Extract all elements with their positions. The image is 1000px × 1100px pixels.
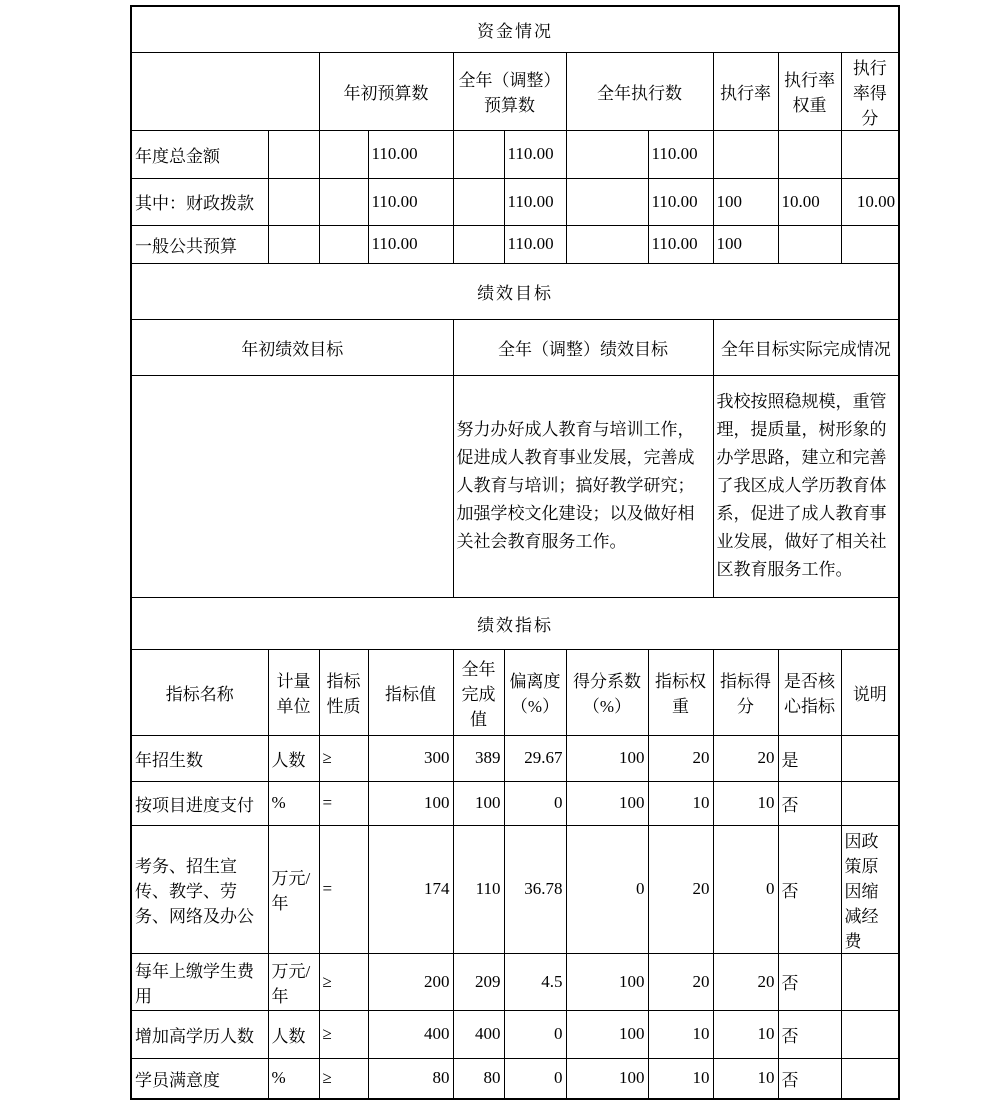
indicator-nature: ≥ xyxy=(319,735,368,781)
fund-rate-score-value xyxy=(841,130,899,178)
empty-cell xyxy=(566,178,648,225)
indicator-weight: 20 xyxy=(648,735,713,781)
fund-rate-value xyxy=(713,130,778,178)
indicator-core: 否 xyxy=(778,1058,841,1099)
indicator-score: 0 xyxy=(713,825,778,953)
indicator-row xyxy=(131,825,899,953)
goals-header-initial: 年初绩效目标 xyxy=(131,319,453,375)
indicator-header-score: 指标得分 xyxy=(713,649,778,735)
indicator-core: 否 xyxy=(778,953,841,1010)
funds-header-begin-budget: 年初预算数 xyxy=(319,52,453,130)
fund-executed-value: 110.00 xyxy=(648,130,713,178)
indicator-deviation: 0 xyxy=(504,1058,566,1099)
funds-section-title: 资金情况 xyxy=(131,6,899,52)
funds-header-executed: 全年执行数 xyxy=(566,52,713,130)
indicator-deviation: 4.5 xyxy=(504,953,566,1010)
indicator-row xyxy=(131,953,899,1010)
indicator-deviation: 0 xyxy=(504,1010,566,1058)
indicator-score: 20 xyxy=(713,735,778,781)
indicator-target: 200 xyxy=(368,953,453,1010)
indicator-actual: 209 xyxy=(453,953,504,1010)
indicator-score: 10 xyxy=(713,781,778,825)
goals-header-adjusted: 全年（调整）绩效目标 xyxy=(453,319,713,375)
fund-begin-value: 110.00 xyxy=(368,130,453,178)
goals-section-title: 绩效目标 xyxy=(131,263,899,319)
goals-header-actual: 全年目标实际完成情况 xyxy=(713,319,899,375)
indicator-coefficient: 100 xyxy=(566,735,648,781)
fund-rate-value: 100 xyxy=(713,225,778,263)
indicator-target: 174 xyxy=(368,825,453,953)
funds-header-rate-score: 执行率得分 xyxy=(841,52,899,130)
indicator-note xyxy=(841,735,899,781)
indicator-actual: 110 xyxy=(453,825,504,953)
indicator-unit: 万元/年 xyxy=(268,953,319,1010)
indicator-note xyxy=(841,1058,899,1099)
indicators-title-row xyxy=(131,597,899,649)
indicator-header-name: 指标名称 xyxy=(131,649,268,735)
indicator-name: 考务、招生宣传、教学、劳务、网络及办公 xyxy=(131,825,268,953)
indicators-section-title: 绩效指标 xyxy=(131,597,899,649)
fund-rate-weight-value xyxy=(778,130,841,178)
indicator-name: 按项目进度支付 xyxy=(131,781,268,825)
fund-adjusted-value: 110.00 xyxy=(504,178,566,225)
indicator-name: 学员满意度 xyxy=(131,1058,268,1099)
indicator-row xyxy=(131,1010,899,1058)
funds-header-row xyxy=(131,52,899,130)
indicator-actual: 80 xyxy=(453,1058,504,1099)
fund-rate-weight-value xyxy=(778,225,841,263)
empty-cell xyxy=(268,130,319,178)
empty-cell xyxy=(453,130,504,178)
indicator-unit: % xyxy=(268,781,319,825)
indicator-header-nature: 指标性质 xyxy=(319,649,368,735)
fund-row-general-public-budget xyxy=(131,225,899,263)
indicator-header-target: 指标值 xyxy=(368,649,453,735)
indicator-score: 10 xyxy=(713,1010,778,1058)
indicator-core: 否 xyxy=(778,825,841,953)
fund-rate-value: 100 xyxy=(713,178,778,225)
empty-cell xyxy=(319,225,368,263)
indicator-header-unit: 计量单位 xyxy=(268,649,319,735)
fund-rate-score-value xyxy=(841,225,899,263)
indicator-nature: = xyxy=(319,825,368,953)
funds-header-rate-weight: 执行率权重 xyxy=(778,52,841,130)
indicator-name: 年招生数 xyxy=(131,735,268,781)
indicator-nature: ≥ xyxy=(319,953,368,1010)
goals-actual-text: 我校按照稳规模，重管理，提质量，树形象的办学思路，建立和完善了我区成人学历教育体系，促进了成人教育事业发展，做好了相关社区教育服务工作。 xyxy=(713,375,899,597)
indicator-weight: 10 xyxy=(648,1010,713,1058)
fund-row-fiscal-appropriation xyxy=(131,178,899,225)
indicator-unit: 人数 xyxy=(268,735,319,781)
goals-header-row xyxy=(131,319,899,375)
indicator-core: 否 xyxy=(778,781,841,825)
goals-adjusted-text: 努力办好成人教育与培训工作，促进成人教育事业发展，完善成人教育与培训；搞好教学研究；加强学校文化建设；以及做好相关社会教育服务工作。 xyxy=(453,375,713,597)
empty-cell xyxy=(319,178,368,225)
indicator-nature: ≥ xyxy=(319,1058,368,1099)
fund-rate-score-value: 10.00 xyxy=(841,178,899,225)
empty-cell xyxy=(566,130,648,178)
indicator-score: 20 xyxy=(713,953,778,1010)
indicator-actual: 400 xyxy=(453,1010,504,1058)
goals-initial-text xyxy=(131,375,453,597)
indicator-weight: 20 xyxy=(648,825,713,953)
goals-content-row xyxy=(131,375,899,597)
empty-cell xyxy=(319,130,368,178)
indicator-coefficient: 100 xyxy=(566,781,648,825)
indicator-unit: % xyxy=(268,1058,319,1099)
indicator-actual: 389 xyxy=(453,735,504,781)
indicator-note xyxy=(841,781,899,825)
indicator-actual: 100 xyxy=(453,781,504,825)
funds-header-blank xyxy=(131,52,319,130)
fund-begin-value: 110.00 xyxy=(368,225,453,263)
indicator-core: 是 xyxy=(778,735,841,781)
indicator-row xyxy=(131,781,899,825)
indicator-header-core: 是否核心指标 xyxy=(778,649,841,735)
fund-rate-weight-value: 10.00 xyxy=(778,178,841,225)
indicator-note: 因政策原因缩减经费 xyxy=(841,825,899,953)
indicator-note xyxy=(841,1010,899,1058)
funds-header-rate: 执行率 xyxy=(713,52,778,130)
indicator-coefficient: 100 xyxy=(566,1058,648,1099)
fund-row-label: 一般公共预算 xyxy=(131,225,268,263)
fund-row-label: 年度总金额 xyxy=(131,130,268,178)
indicator-target: 100 xyxy=(368,781,453,825)
fund-row-label: 其中：财政拨款 xyxy=(131,178,268,225)
indicator-deviation: 36.78 xyxy=(504,825,566,953)
indicator-note xyxy=(841,953,899,1010)
fund-begin-value: 110.00 xyxy=(368,178,453,225)
indicator-row xyxy=(131,735,899,781)
indicator-coefficient: 100 xyxy=(566,953,648,1010)
indicator-weight: 10 xyxy=(648,1058,713,1099)
indicator-header-note: 说明 xyxy=(841,649,899,735)
fund-adjusted-value: 110.00 xyxy=(504,225,566,263)
indicator-row xyxy=(131,1058,899,1099)
goals-title-row xyxy=(131,263,899,319)
empty-cell xyxy=(268,225,319,263)
indicator-coefficient: 100 xyxy=(566,1010,648,1058)
indicator-target: 80 xyxy=(368,1058,453,1099)
indicator-weight: 20 xyxy=(648,953,713,1010)
empty-cell xyxy=(268,178,319,225)
indicator-deviation: 0 xyxy=(504,781,566,825)
fund-adjusted-value: 110.00 xyxy=(504,130,566,178)
indicator-target: 300 xyxy=(368,735,453,781)
indicator-header-deviation: 偏离度（%） xyxy=(504,649,566,735)
empty-cell xyxy=(453,225,504,263)
indicator-unit: 万元/年 xyxy=(268,825,319,953)
indicator-coefficient: 0 xyxy=(566,825,648,953)
indicator-target: 400 xyxy=(368,1010,453,1058)
indicator-header-coefficient: 得分系数（%） xyxy=(566,649,648,735)
indicator-unit: 人数 xyxy=(268,1010,319,1058)
indicator-weight: 10 xyxy=(648,781,713,825)
funds-header-adjusted-budget: 全年（调整）预算数 xyxy=(453,52,566,130)
indicator-name: 每年上缴学生费用 xyxy=(131,953,268,1010)
fund-executed-value: 110.00 xyxy=(648,178,713,225)
indicator-deviation: 29.67 xyxy=(504,735,566,781)
empty-cell xyxy=(453,178,504,225)
indicator-name: 增加高学历人数 xyxy=(131,1010,268,1058)
indicators-header-row xyxy=(131,649,899,735)
indicator-header-actual: 全年完成值 xyxy=(453,649,504,735)
indicator-nature: ≥ xyxy=(319,1010,368,1058)
fund-executed-value: 110.00 xyxy=(648,225,713,263)
indicator-header-weight: 指标权重 xyxy=(648,649,713,735)
indicator-core: 否 xyxy=(778,1010,841,1058)
fund-row-annual-total xyxy=(131,130,899,178)
indicator-nature: = xyxy=(319,781,368,825)
funds-title-row xyxy=(131,6,899,52)
indicator-score: 10 xyxy=(713,1058,778,1099)
empty-cell xyxy=(566,225,648,263)
performance-report-table xyxy=(130,5,900,1100)
